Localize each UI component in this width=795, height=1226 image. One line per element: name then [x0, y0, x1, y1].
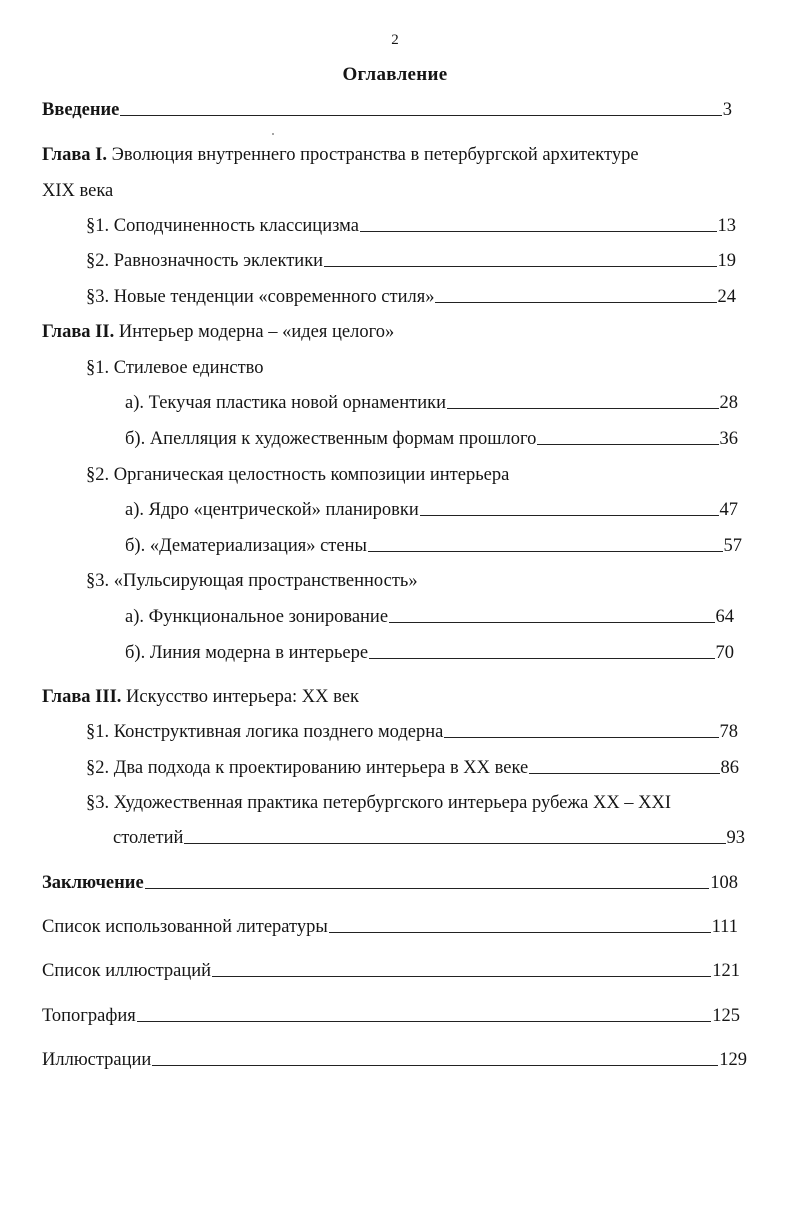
toc-entry-ch1-s2[interactable] [86, 251, 736, 275]
chapter-3-prefix: Глава III. [42, 687, 122, 707]
toc-entry-ch1-s3[interactable] [86, 287, 736, 311]
toc-entry-label: а). Текучая пластика новой орнаментики [125, 393, 446, 413]
toc-entry-ch2-s3-b[interactable] [125, 643, 734, 667]
toc-entry-page: 125 [712, 1006, 740, 1026]
toc-entry-page: 108 [710, 873, 738, 893]
dot-leader [435, 302, 716, 303]
dot-leader [324, 266, 716, 267]
toc-entry-label: §1. Соподчиненность классицизма [86, 216, 359, 236]
toc-entry-topography[interactable] [42, 1006, 740, 1030]
toc-entry-page: 24 [717, 287, 736, 307]
toc-entry-ch1-s1[interactable] [86, 216, 736, 240]
toc-entry-label: б). Линия модерна в интерьере [125, 643, 369, 663]
toc-entry-page: 36 [719, 429, 738, 449]
toc-entry-page: 28 [719, 393, 738, 413]
toc-entry-page: 3 [722, 100, 732, 120]
page-number: 2 [391, 32, 399, 48]
toc-entry-label: б). «Дематериализация» стены [125, 536, 367, 556]
toc-entry-introduction[interactable] [42, 100, 732, 124]
chapter-1-heading[interactable] [42, 145, 639, 169]
toc-entry-ch2-s2-a[interactable] [125, 500, 738, 524]
toc-entry-ch2-s1-a[interactable] [125, 393, 738, 417]
chapter-3-title: Искусство интерьера: XX век [121, 687, 359, 707]
scan-speck [272, 133, 274, 135]
toc-entry-page: 93 [726, 828, 745, 848]
toc-entry-ch3-s3-cont[interactable] [113, 828, 745, 852]
toc-entry-page: 129 [719, 1050, 747, 1070]
dot-leader [368, 551, 723, 552]
toc-entry-label: §3. Художественная практика петербургского интерьера рубежа XX – XXI [86, 793, 672, 813]
toc-entry-page: 13 [717, 216, 736, 236]
toc-entry-label: а). Ядро «центрической» планировки [125, 500, 419, 520]
toc-entry-page: 19 [717, 251, 736, 271]
dot-leader [184, 843, 725, 844]
toc-entry-label: §3. Новые тенденции «современного стиля» [86, 287, 435, 307]
chapter-1-heading-cont [42, 181, 113, 205]
toc-entry-page: 111 [711, 917, 738, 937]
dot-leader [369, 658, 714, 659]
toc-entry-page: 57 [723, 536, 742, 556]
chapter-3-heading[interactable] [42, 687, 359, 711]
toc-entry-label: §1. Стилевое единство [86, 358, 264, 378]
dot-leader [145, 888, 710, 889]
toc-entry-label: §2. Равнозначность эклектики [86, 251, 324, 271]
toc-entry-page: 121 [712, 961, 740, 981]
toc-entry-label: б). Апелляция к художественным формам прошлого [125, 429, 537, 449]
toc-entry-label: §2. Два подхода к проектированию интерьера в XX веке [86, 758, 529, 778]
toc-entry-ch2-s1[interactable] [86, 358, 264, 382]
toc-entry-illustration-list[interactable] [42, 961, 740, 985]
toc-entry-page: 78 [719, 722, 738, 742]
chapter-2-title: Интерьер модерна – «идея целого» [114, 322, 395, 342]
chapter-1-title: Эволюция внутреннего пространства в петербургской архитектуре [107, 145, 639, 165]
toc-entry-label: §2. Органическая целостность композиции интерьера [86, 465, 510, 485]
dot-leader [537, 444, 718, 445]
toc-entry-ch2-s2[interactable] [86, 465, 509, 489]
toc-entry-label: Список использованной литературы [42, 917, 328, 937]
toc-entry-label: Иллюстрации [42, 1050, 152, 1070]
toc-entry-ch2-s2-b[interactable] [125, 536, 742, 560]
dot-leader [444, 737, 718, 738]
toc-entry-label: Список иллюстраций [42, 961, 212, 981]
dot-leader [447, 408, 719, 409]
toc-entry-bibliography[interactable] [42, 917, 738, 941]
toc-entry-label: Введение [42, 100, 120, 120]
toc-entry-label: §3. «Пульсирующая пространственность» [86, 571, 418, 591]
dot-leader [529, 773, 719, 774]
toc-entry-label: Топография [42, 1006, 136, 1026]
dot-leader [120, 115, 721, 116]
toc-entry-ch3-s2[interactable] [86, 758, 739, 782]
dot-leader [389, 622, 714, 623]
toc-entry-page: 70 [715, 643, 734, 663]
toc-entry-ch2-s1-b[interactable] [125, 429, 738, 453]
dot-leader [152, 1065, 718, 1066]
toc-entry-label: Заключение [42, 873, 144, 893]
toc-entry-label: столетий [113, 828, 184, 848]
toc-entry-page: 64 [715, 607, 734, 627]
toc-entry-illustrations[interactable] [42, 1050, 747, 1074]
dot-leader [137, 1021, 711, 1022]
toc-entry-conclusion[interactable] [42, 873, 738, 897]
chapter-1-title-line2: XIX века [42, 181, 114, 201]
toc-entry-ch3-s3[interactable] [86, 793, 671, 817]
chapter-2-prefix: Глава II. [42, 322, 115, 342]
dot-leader [420, 515, 719, 516]
dot-leader [360, 231, 717, 232]
chapter-2-heading[interactable] [42, 322, 394, 346]
toc-entry-page: 47 [719, 500, 738, 520]
toc-entry-ch3-s1[interactable] [86, 722, 738, 746]
chapter-1-prefix: Глава I. [42, 145, 108, 165]
dot-leader [329, 932, 711, 933]
dot-leader [212, 976, 711, 977]
page-title: Оглавление [342, 64, 448, 85]
toc-entry-page: 86 [720, 758, 739, 778]
toc-entry-label: а). Функциональное зонирование [125, 607, 389, 627]
toc-entry-ch2-s3[interactable] [86, 571, 418, 595]
toc-entry-label: §1. Конструктивная логика позднего модерна [86, 722, 444, 742]
toc-entry-ch2-s3-a[interactable] [125, 607, 734, 631]
